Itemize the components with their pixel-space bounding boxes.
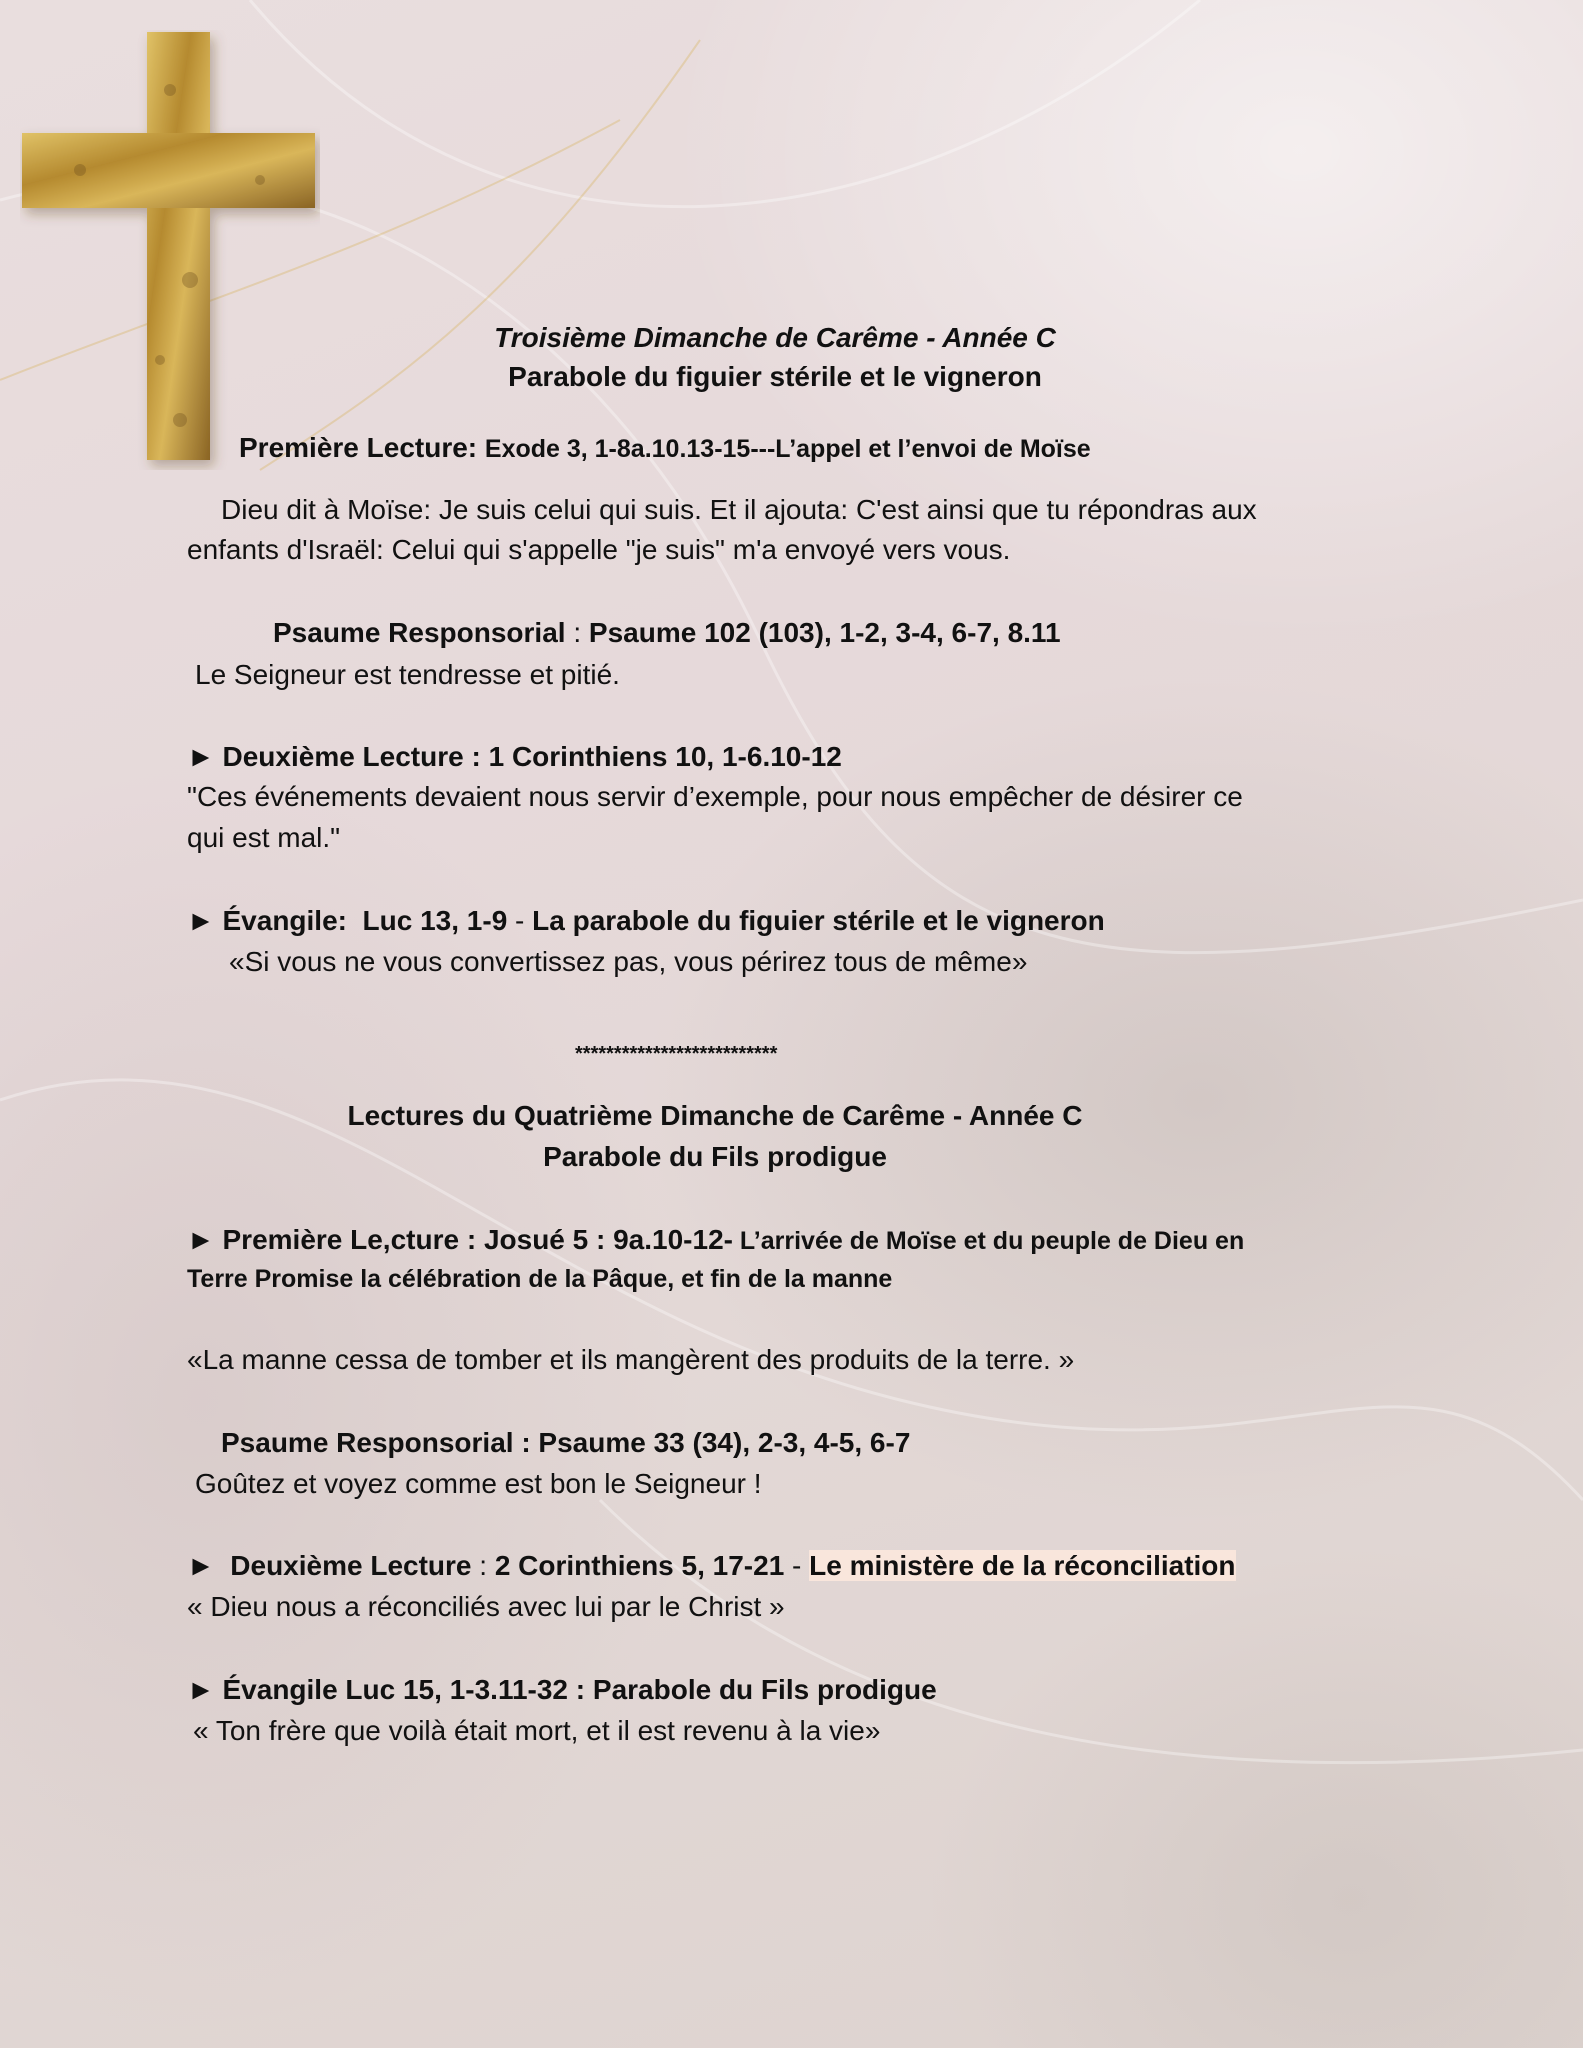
sunday3-reading2-text-2: qui est mal." bbox=[187, 822, 341, 853]
reading1-desc-1: L’arrivée de Moïse et du peuple de Dieu en bbox=[732, 1227, 1245, 1255]
gospel-separator: - bbox=[507, 905, 533, 936]
sunday4-gospel-heading: ► Évangile Luc 15, 1-3.11-32 : Parabole du Fils prodigue bbox=[187, 1674, 937, 1705]
gospel-title: La parabole du figuier stérile et le vigneron bbox=[532, 905, 1105, 936]
sunday3-reading1-heading bbox=[239, 428, 1091, 469]
reading2-reference: 2 Corinthiens 5, 17-21 bbox=[494, 1550, 785, 1581]
gospel-label: ► Évangile: Luc 13, 1-9 bbox=[187, 905, 508, 936]
sunday4-psalm-refrain: Goûtez et voyez comme est bon le Seigneur ! bbox=[195, 1468, 762, 1499]
reading2-separator-2: - bbox=[784, 1550, 810, 1581]
section-separator: ************************** bbox=[575, 1043, 778, 1065]
sunday4-title: Lectures du Quatrième Dimanche de Carême - Année C bbox=[347, 1100, 1083, 1131]
sunday4-gospel-quote: « Ton frère que voilà était mort, et il est revenu à la vie» bbox=[193, 1715, 881, 1746]
sunday3-psalm-refrain: Le Seigneur est tendresse et pitié. bbox=[195, 659, 620, 690]
sunday3-psalm-heading bbox=[273, 613, 1061, 653]
sunday3-reading1-text-2: enfants d'Israël: Celui qui s'appelle "je suis" m'a envoyé vers vous. bbox=[187, 534, 1011, 565]
reading2-separator-1: : bbox=[471, 1550, 495, 1581]
sunday3-gospel-quote: «Si vous ne vous convertissez pas, vous périrez tous de même» bbox=[229, 946, 1028, 977]
sunday4-reading2-heading bbox=[187, 1546, 1236, 1586]
sunday3-reading2-heading: ► Deuxième Lecture : 1 Corinthiens 10, 1-6.10-12 bbox=[187, 741, 842, 772]
sunday3-title: Troisième Dimanche de Carême - Année C bbox=[494, 322, 1056, 353]
sunday4-reading2-quote: « Dieu nous a réconciliés avec lui par le Christ » bbox=[187, 1591, 785, 1622]
reading1-label: Première Lecture: bbox=[239, 432, 478, 463]
reading1-reference: Exode 3, 1-8a.10.13-15---L’appel et l’envoi de Moïse bbox=[484, 435, 1091, 463]
reading1-heading-text: ► Première Le,cture : Josué 5 : 9a.10-12- bbox=[187, 1224, 733, 1255]
psalm-separator: : bbox=[565, 617, 589, 648]
psalm-reference: Psaume 102 (103), 1-2, 3-4, 6-7, 8.11 bbox=[588, 617, 1061, 648]
sunday3-gospel-heading bbox=[187, 901, 1105, 941]
sunday4-reading1-quote: «La manne cessa de tomber et ils mangèrent des produits de la terre. » bbox=[187, 1344, 1075, 1375]
sunday4-reading1-desc-2: Terre Promise la célébration de la Pâque, et fin de la manne bbox=[187, 1265, 893, 1293]
sunday3-reading2-text-1: "Ces événements devaient nous servir d’exemple, pour nous empêcher de désirer ce bbox=[187, 781, 1243, 812]
psalm-label: Psaume Responsorial bbox=[273, 617, 566, 648]
sunday4-psalm-heading: Psaume Responsorial : Psaume 33 (34), 2-3, 4-5, 6-7 bbox=[221, 1427, 911, 1458]
sunday4-reading1-heading bbox=[187, 1220, 1244, 1261]
reading2-title: Le ministère de la réconciliation bbox=[809, 1550, 1236, 1581]
sunday3-reading1-text-1: Dieu dit à Moïse: Je suis celui qui suis. Et il ajouta: C'est ainsi que tu répondras aux bbox=[221, 494, 1257, 525]
sunday4-subtitle: Parabole du Fils prodigue bbox=[543, 1141, 887, 1172]
reading2-label: ► Deuxième Lecture bbox=[187, 1550, 472, 1581]
sunday3-subtitle: Parabole du figuier stérile et le vigneron bbox=[508, 361, 1042, 392]
